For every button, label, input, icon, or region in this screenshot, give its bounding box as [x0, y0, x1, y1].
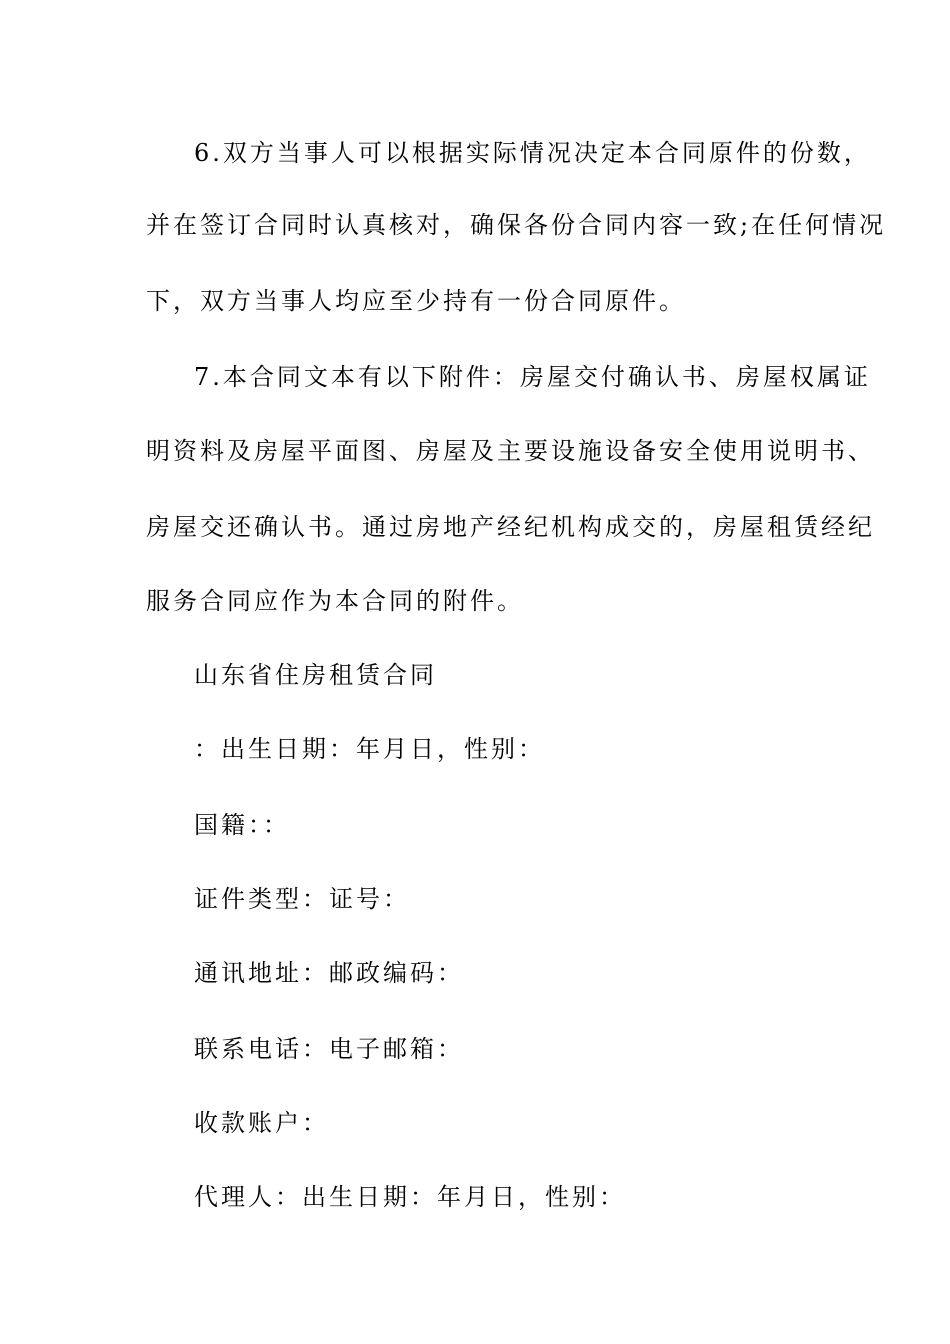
paragraph-7-line-1: 7.本合同文本有以下附件：房屋交付确认书、房屋权属证	[194, 363, 871, 391]
paragraph-7-line-4: 服务合同应作为本合同的附件。	[146, 587, 524, 615]
party-birth-gender-line: ：出生日期：年月日，性别：	[194, 735, 545, 763]
paragraph-6-line-3: 下，双方当事人均应至少持有一份合同原件。	[146, 287, 686, 315]
agent-line: 代理人：出生日期：年月日，性别：	[194, 1183, 626, 1211]
address-line: 通讯地址：邮政编码：	[194, 959, 464, 987]
id-type-line: 证件类型：证号：	[194, 885, 410, 913]
paragraph-7-line-3: 房屋交还确认书。通过房地产经纪机构成交的，房屋租赁经纪	[146, 513, 875, 541]
paragraph-6-line-2: 并在签订合同时认真核对，确保各份合同内容一致;在任何情况	[146, 211, 887, 239]
account-line: 收款账户：	[194, 1109, 329, 1137]
contract-title: 山东省住房租赁合同	[194, 661, 437, 689]
nationality-line: 国籍：：	[194, 811, 290, 839]
contact-line: 联系电话：电子邮箱：	[194, 1035, 464, 1063]
paragraph-7-line-2: 明资料及房屋平面图、房屋及主要设施设备安全使用说明书、	[146, 437, 875, 465]
paragraph-6-line-1: 6.双方当事人可以根据实际情况决定本合同原件的份数，	[194, 139, 871, 167]
